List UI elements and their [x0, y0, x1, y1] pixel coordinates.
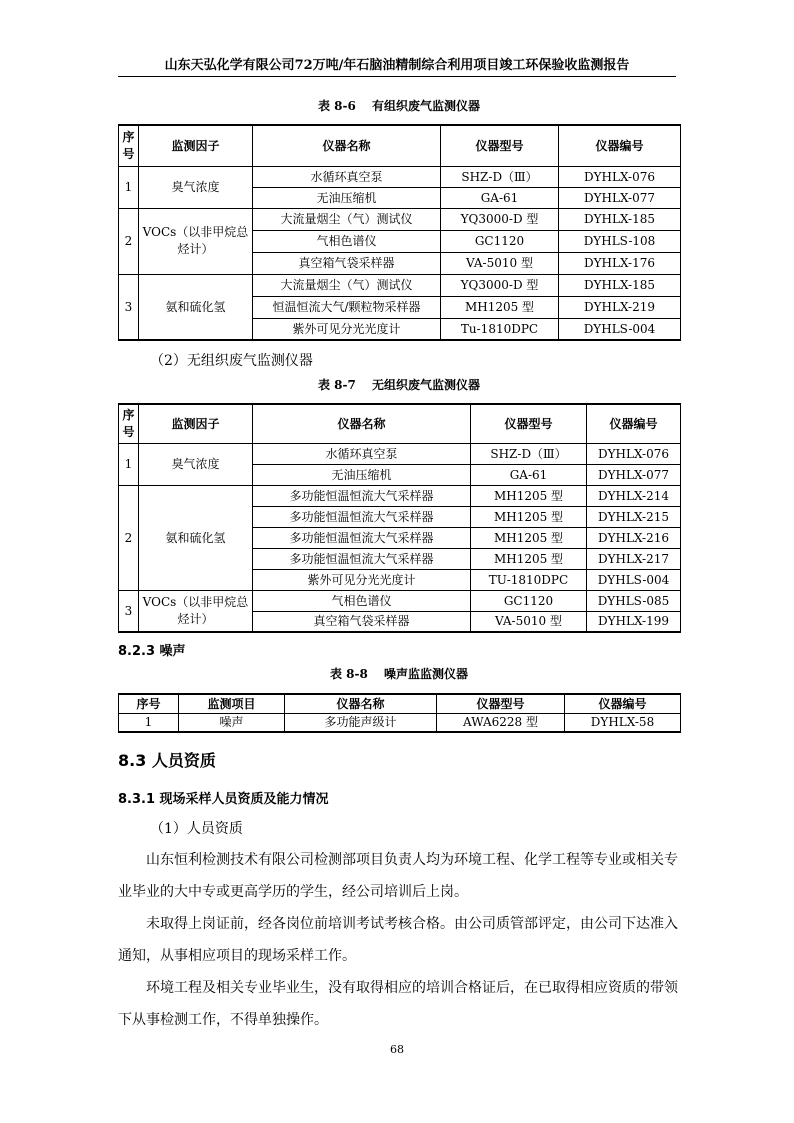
sub-heading-qualification: （1）人员资质: [150, 821, 243, 837]
instrument-cell: 多功能恒温恒流大气采样器: [253, 506, 471, 527]
code-cell: DYHLX-214: [587, 485, 681, 506]
code-cell: DYHLX-077: [559, 187, 681, 208]
report-header: 山东天弘化学有限公司72万吨/年石脑油精制综合利用项目竣工环保验收监测报告: [164, 58, 630, 73]
table-header-row: [119, 125, 681, 166]
model-cell: GC1120: [471, 590, 587, 611]
table-8-8: [118, 693, 681, 733]
code-cell: DYHLX-219: [559, 296, 681, 318]
table-8-7-caption: 表 8-7 无组织废气监测仪器: [317, 378, 481, 392]
table-row: [119, 713, 681, 732]
table-row: [119, 166, 681, 187]
code-cell: DYHLX-076: [559, 166, 681, 187]
paragraph: 山东恒利检测技术有限公司检测部项目负责人均为环境工程、化学工程等专业或相关专业毕业的大中专或更高学历的学生，经公司培训后上岗。: [118, 852, 678, 900]
table-8-6-caption: 表 8-6 有组织废气监测仪器: [317, 99, 481, 113]
instrument-cell: 无油压缩机: [253, 464, 471, 485]
instrument-cell: 多功能恒温恒流大气采样器: [253, 527, 471, 548]
header-cell: 监测因子: [139, 125, 253, 166]
instrument-cell: 多功能声级计: [285, 713, 437, 732]
code-cell: DYHLS-108: [559, 230, 681, 252]
model-cell: GA-61: [471, 464, 587, 485]
page-number: 68: [390, 1043, 404, 1056]
instrument-cell: 真空箱气袋采样器: [253, 252, 441, 274]
code-cell: DYHLS-004: [559, 318, 681, 340]
header-cell: 仪器型号: [471, 404, 587, 443]
code-cell: DYHLX-176: [559, 252, 681, 274]
code-cell: DYHLX-216: [587, 527, 681, 548]
model-cell: MH1205 型: [471, 527, 587, 548]
code-cell: DYHLX-199: [587, 611, 681, 632]
header-cell: 仪器编号: [559, 125, 681, 166]
table-row: [119, 443, 681, 464]
code-cell: DYHLX-185: [559, 208, 681, 230]
code-cell: DYHLS-085: [587, 590, 681, 611]
header-cell: 监测项目: [179, 694, 285, 713]
model-cell: MH1205 型: [471, 485, 587, 506]
table-row: [119, 590, 681, 611]
table-header-row: [119, 694, 681, 713]
item-cell: 噪声: [179, 713, 285, 732]
instrument-cell: 无油压缩机: [253, 187, 441, 208]
model-cell: VA-5010 型: [441, 252, 559, 274]
model-cell: TU-1810DPC: [471, 569, 587, 590]
serial-cell: 3: [119, 590, 139, 632]
model-cell: YQ3000-D 型: [441, 274, 559, 296]
header-cell: 序号: [119, 404, 139, 443]
serial-cell: 1: [119, 713, 179, 732]
header-cell: 监测因子: [139, 404, 253, 443]
header-cell: 仪器编号: [565, 694, 681, 713]
paragraph: 环境工程及相关专业毕业生，没有取得相应的培训合格证后，在已取得相应资质的带领下从事检测工作，不得单独操作。: [118, 980, 678, 1028]
model-cell: MH1205 型: [441, 296, 559, 318]
factor-cell: 臭气浓度: [139, 443, 253, 485]
header-cell: 序号: [119, 694, 179, 713]
instrument-cell: 紫外可见分光光度计: [253, 569, 471, 590]
table-8-7: [118, 403, 681, 633]
model-cell: Tu-1810DPC: [441, 318, 559, 340]
model-cell: AWA6228 型: [437, 713, 565, 732]
header-cell: 仪器型号: [441, 125, 559, 166]
instrument-cell: 水循环真空泵: [253, 166, 441, 187]
serial-cell: 3: [119, 274, 139, 340]
code-cell: DYHLX-076: [587, 443, 681, 464]
instrument-cell: 多功能恒温恒流大气采样器: [253, 548, 471, 569]
instrument-cell: 多功能恒温恒流大气采样器: [253, 485, 471, 506]
factor-cell: 氨和硫化氢: [139, 274, 253, 340]
paragraph: 未取得上岗证前，经各岗位前培训考试考核合格。由公司质管部评定，由公司下达准入通知，从事相应项目的现场采样工作。: [118, 916, 678, 964]
table-header-row: [119, 404, 681, 443]
code-cell: DYHLX-58: [565, 713, 681, 732]
code-cell: DYHLX-215: [587, 506, 681, 527]
serial-cell: 2: [119, 208, 139, 274]
table-8-6: [118, 124, 681, 341]
table-row: [119, 485, 681, 506]
instrument-cell: 气相色谱仪: [253, 230, 441, 252]
code-cell: DYHLX-217: [587, 548, 681, 569]
model-cell: GC1120: [441, 230, 559, 252]
header-cell: 仪器型号: [437, 694, 565, 713]
section-8-3-1-heading: 8.3.1 现场采样人员资质及能力情况: [118, 792, 329, 807]
model-cell: GA-61: [441, 187, 559, 208]
model-cell: MH1205 型: [471, 548, 587, 569]
table-row: [119, 208, 681, 230]
factor-cell: 氨和硫化氢: [139, 485, 253, 590]
instrument-cell: 真空箱气袋采样器: [253, 611, 471, 632]
header-cell: 仪器名称: [285, 694, 437, 713]
code-cell: DYHLX-077: [587, 464, 681, 485]
table-row: [119, 274, 681, 296]
model-cell: VA-5010 型: [471, 611, 587, 632]
model-cell: YQ3000-D 型: [441, 208, 559, 230]
header-cell: 仪器编号: [587, 404, 681, 443]
code-cell: DYHLS-004: [587, 569, 681, 590]
header-rule: [118, 76, 676, 77]
header-cell: 仪器名称: [253, 125, 441, 166]
serial-cell: 1: [119, 166, 139, 208]
instrument-cell: 紫外可见分光光度计: [253, 318, 441, 340]
model-cell: MH1205 型: [471, 506, 587, 527]
header-cell: 序号: [119, 125, 139, 166]
sub-heading-unorganized: （2）无组织废气监测仪器: [150, 353, 313, 369]
factor-cell: 臭气浓度: [139, 166, 253, 208]
model-cell: SHZ-D（Ⅲ）: [441, 166, 559, 187]
header-cell: 仪器名称: [253, 404, 471, 443]
instrument-cell: 气相色谱仪: [253, 590, 471, 611]
factor-cell: VOCs（以非甲烷总烃计）: [139, 590, 253, 632]
section-8-3-heading: 8.3 人员资质: [118, 751, 216, 770]
code-cell: DYHLX-185: [559, 274, 681, 296]
model-cell: SHZ-D（Ⅲ）: [471, 443, 587, 464]
instrument-cell: 大流量烟尘（气）测试仪: [253, 274, 441, 296]
serial-cell: 2: [119, 485, 139, 590]
table-8-8-caption: 表 8-8 噪声监监测仪器: [329, 667, 469, 681]
serial-cell: 1: [119, 443, 139, 485]
instrument-cell: 水循环真空泵: [253, 443, 471, 464]
instrument-cell: 恒温恒流大气/颗粒物采样器: [253, 296, 441, 318]
instrument-cell: 大流量烟尘（气）测试仪: [253, 208, 441, 230]
factor-cell: VOCs（以非甲烷总烃计）: [139, 208, 253, 274]
section-8-2-3-heading: 8.2.3 噪声: [118, 644, 186, 659]
